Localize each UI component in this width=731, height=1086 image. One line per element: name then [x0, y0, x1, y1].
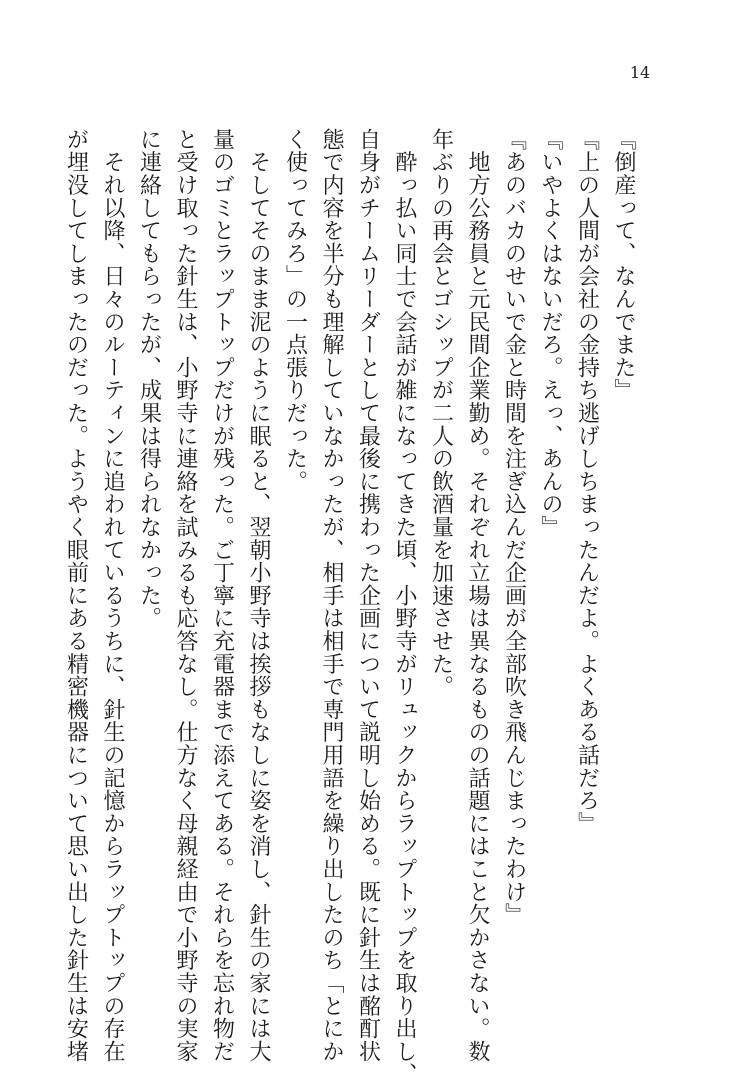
- text-line: と受け取った針生は、小野寺に連絡を試みるも応答なし。仕方なく母親経由で小野寺の実家: [173, 128, 198, 1063]
- text-line: 『倒産って、なんでまた』: [611, 128, 636, 402]
- text-line: 自身がチームリーダーとして最後に携わった企画について説明し始める。既に針生は酩酊状: [355, 128, 381, 1063]
- text-line: 態で内容を半分も理解していなかったが、相手は相手で専門用語を繰り出したのち「とにか: [319, 128, 344, 1063]
- text-line: 量のゴミとラップトップだけが残った。ご丁寧に充電器まで添えてある。それらを忘れ物だ: [209, 128, 235, 1063]
- text-line: そしてそのまま泥のように眠ると、翌朝小野寺は挨拶もなしに姿を消し、針生の家には大: [246, 128, 271, 1063]
- body-text: [57, 128, 641, 1086]
- text-line: く使ってみろ」の一点張りだった。: [282, 128, 308, 493]
- text-line: 酔っ払い同士で会話が雑になってきた頃、小野寺がリュックからラップトップを取り出し、: [392, 128, 417, 1086]
- page-number: 14: [629, 63, 651, 82]
- text-line: に連絡してもらったが、成果は得られなかった。: [136, 128, 162, 630]
- text-line: 『あのバカのせいで金と時間を注ぎ込んだ企画が全部吹き飛んじまったわけ』: [501, 128, 527, 926]
- text-line: 『上の人間が会社の金持ち逃げしちまったんだよ。よくある話だろ』: [574, 128, 600, 835]
- text-line: 『いやよくはないだろ。えっ、あんの』: [538, 128, 563, 539]
- text-line: 地方公務員と元民間企業勤め。それぞれ立場は異なるものの話題にはこと欠かさない。数: [465, 128, 490, 1063]
- text-line: が埋没してしまったのだった。ようやく眼前にある精密機器について思い出した針生は安堵: [63, 128, 89, 1063]
- text-line: 年ぶりの再会とゴシップが二人の飲酒量を加速させた。: [428, 128, 454, 698]
- text-line: それ以降、日々のルーティンに追われているうちに、針生の記憶からラップトップの存在: [100, 128, 125, 1063]
